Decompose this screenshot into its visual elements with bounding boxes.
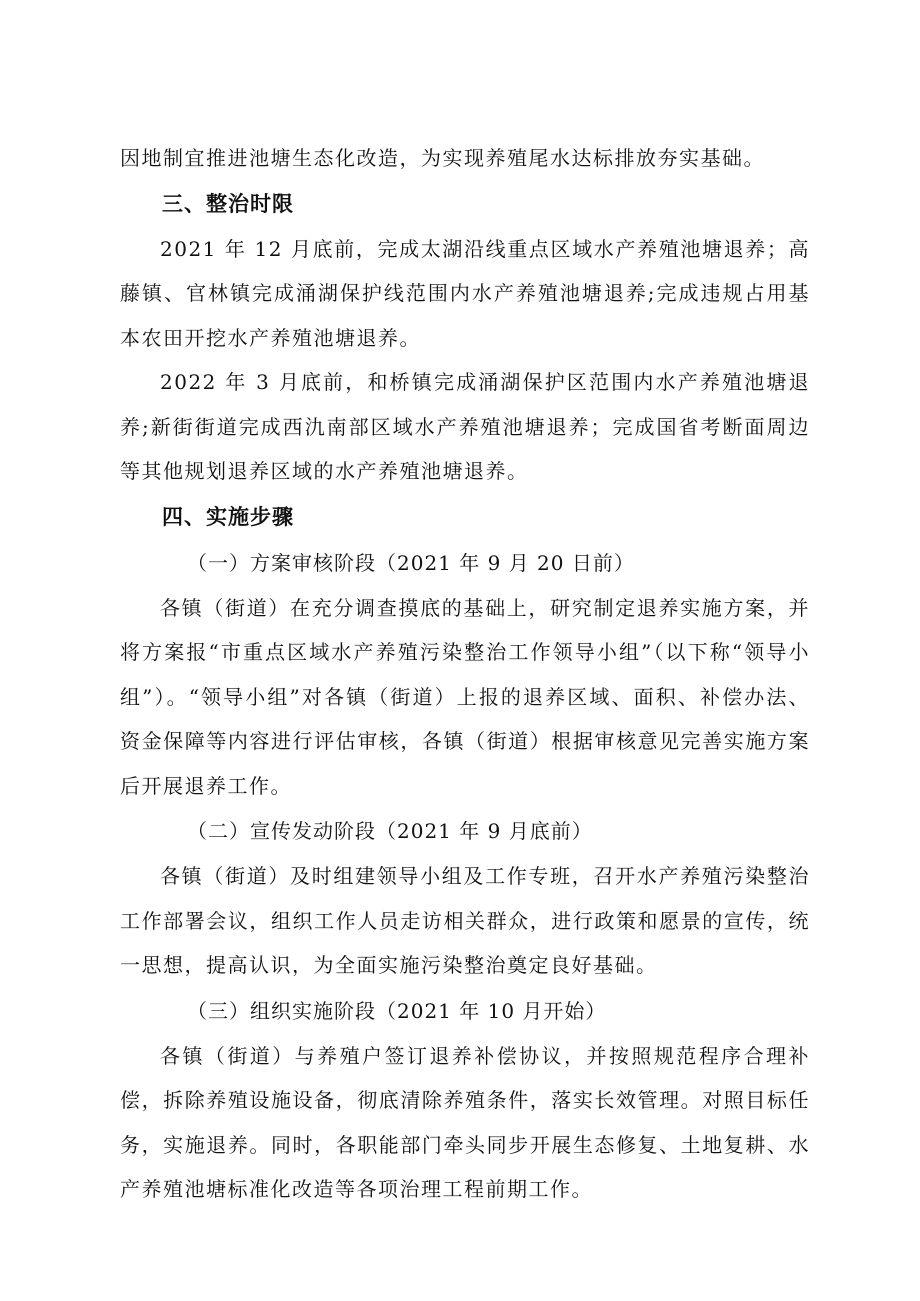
document-body bbox=[120, 136, 810, 1212]
step-2-body: 各镇（街道）及时组建领导小组及工作专班，召开水产养殖污染整治工作部署会议，组织工作人员走访相关群众，进行政策和愿景的宣传，统一思想，提高认识，为全面实施污染整治奠定良好基础。 bbox=[120, 864, 810, 977]
section-3-heading: 三、整治时限 bbox=[162, 191, 294, 216]
section-4-heading: 四、实施步骤 bbox=[162, 504, 294, 529]
step-1-title: （一）方案审核阶段（2021 年 9 月 20 日前） bbox=[187, 550, 635, 575]
intro-tail-paragraph: 因地制宜推进池塘生态化改造，为实现养殖尾水达标排放夯实基础。 bbox=[120, 146, 765, 170]
step-3-title: （三）组织实施阶段（2021 年 10 月开始） bbox=[187, 998, 607, 1023]
step-1-body: 各镇（街道）在充分调查摸底的基础上，研究制定退养实施方案，并将方案报“市重点区域水产养殖污染整治工作领导小组”（以下称“领导小组”）。“领导小组”对各镇（街道）上报的退养区域、面积、补偿办法、资金保障等内容进行评估审核，各镇（街道）根据审核意见完善实施方案后开展退养工作。 bbox=[120, 595, 810, 798]
step-2-title: （二）宣传发动阶段（2021 年 9 月底前） bbox=[187, 819, 593, 843]
section-3-paragraph-1: 2021 年 12 月底前，完成太湖沿线重点区域水产养殖池塘退养；高藤镇、官林镇完成涌湖保护线范围内水产养殖池塘退养;完成违规占用基本农田开挖水产养殖池塘退养。 bbox=[120, 236, 810, 350]
section-3-paragraph-2: 2022 年 3 月底前，和桥镇完成涌湖保护区范围内水产养殖池塘退养;新街街道完成西氿南部区域水产养殖池塘退养；完成国省考断面周边等其他规划退养区域的水产养殖池塘退养。 bbox=[120, 370, 810, 483]
step-3-body: 各镇（街道）与养殖户签订退养补偿协议，并按照规范程序合理补偿，拆除养殖设施设备，彻底清除养殖条件，落实长效管理。对照目标任务，实施退养。同时，各职能部门牵头同步开展生态修复、土地复耕、水产养殖池塘标准化改造等各项治理工程前期工作。 bbox=[120, 1043, 810, 1201]
